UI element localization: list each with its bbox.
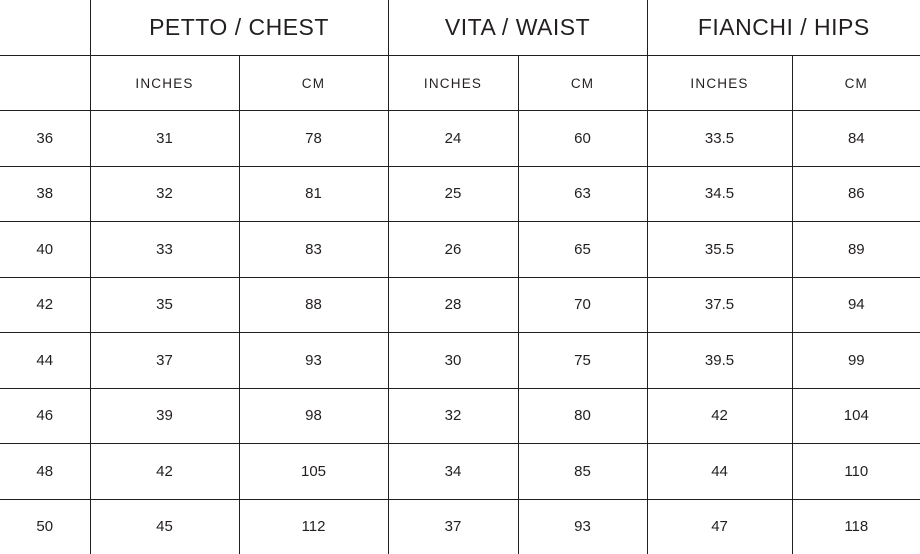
table-row xyxy=(0,444,920,500)
chest-inches: 35 xyxy=(90,277,239,333)
hips-inches: 44 xyxy=(647,444,792,500)
chest-cm: 88 xyxy=(239,277,388,333)
chest-cm: 78 xyxy=(239,111,388,167)
waist-inches: 37 xyxy=(388,499,518,554)
corner-cell xyxy=(0,0,90,56)
group-header-row xyxy=(0,0,920,56)
waist-cm: 65 xyxy=(518,222,647,278)
chest-inches: 31 xyxy=(90,111,239,167)
chest-inches: 42 xyxy=(90,444,239,500)
hips-inches: 37.5 xyxy=(647,277,792,333)
waist-inches: 32 xyxy=(388,388,518,444)
unit-header-chest-inches: INCHES xyxy=(90,56,239,111)
waist-inches: 26 xyxy=(388,222,518,278)
waist-inches: 30 xyxy=(388,333,518,389)
group-header-chest: PETTO / CHEST xyxy=(90,0,388,56)
corner-cell-lower xyxy=(0,56,90,111)
table-row xyxy=(0,277,920,333)
waist-cm: 93 xyxy=(518,499,647,554)
waist-cm: 63 xyxy=(518,166,647,222)
chest-cm: 98 xyxy=(239,388,388,444)
hips-cm: 84 xyxy=(792,111,920,167)
unit-header-chest-cm: CM xyxy=(239,56,388,111)
hips-inches: 33.5 xyxy=(647,111,792,167)
chest-inches: 37 xyxy=(90,333,239,389)
chest-cm: 83 xyxy=(239,222,388,278)
table-row xyxy=(0,499,920,554)
chest-cm: 93 xyxy=(239,333,388,389)
chest-inches: 45 xyxy=(90,499,239,554)
hips-inches: 47 xyxy=(647,499,792,554)
unit-header-hips-inches: INCHES xyxy=(647,56,792,111)
chest-cm: 81 xyxy=(239,166,388,222)
unit-header-waist-cm: CM xyxy=(518,56,647,111)
size-value: 40 xyxy=(0,222,90,278)
waist-cm: 70 xyxy=(518,277,647,333)
group-header-hips: FIANCHI / HIPS xyxy=(647,0,920,56)
hips-cm: 104 xyxy=(792,388,920,444)
hips-inches: 34.5 xyxy=(647,166,792,222)
chest-inches: 39 xyxy=(90,388,239,444)
chest-cm: 105 xyxy=(239,444,388,500)
waist-inches: 25 xyxy=(388,166,518,222)
hips-cm: 86 xyxy=(792,166,920,222)
size-value: 36 xyxy=(0,111,90,167)
size-value: 44 xyxy=(0,333,90,389)
waist-cm: 75 xyxy=(518,333,647,389)
hips-inches: 39.5 xyxy=(647,333,792,389)
table-row xyxy=(0,333,920,389)
waist-cm: 60 xyxy=(518,111,647,167)
size-value: 46 xyxy=(0,388,90,444)
unit-header-hips-cm: CM xyxy=(792,56,920,111)
chest-inches: 32 xyxy=(90,166,239,222)
table-row xyxy=(0,166,920,222)
waist-cm: 85 xyxy=(518,444,647,500)
waist-inches: 34 xyxy=(388,444,518,500)
table-row xyxy=(0,388,920,444)
chest-cm: 112 xyxy=(239,499,388,554)
chest-inches: 33 xyxy=(90,222,239,278)
hips-inches: 35.5 xyxy=(647,222,792,278)
unit-header-row xyxy=(0,56,920,111)
hips-cm: 99 xyxy=(792,333,920,389)
size-value: 42 xyxy=(0,277,90,333)
unit-header-waist-inches: INCHES xyxy=(388,56,518,111)
size-value: 48 xyxy=(0,444,90,500)
hips-cm: 110 xyxy=(792,444,920,500)
table-row xyxy=(0,222,920,278)
waist-inches: 28 xyxy=(388,277,518,333)
waist-inches: 24 xyxy=(388,111,518,167)
hips-cm: 94 xyxy=(792,277,920,333)
hips-cm: 89 xyxy=(792,222,920,278)
waist-cm: 80 xyxy=(518,388,647,444)
table-row xyxy=(0,111,920,167)
size-value: 50 xyxy=(0,499,90,554)
hips-inches: 42 xyxy=(647,388,792,444)
size-value: 38 xyxy=(0,166,90,222)
hips-cm: 118 xyxy=(792,499,920,554)
group-header-waist: VITA / WAIST xyxy=(388,0,647,56)
